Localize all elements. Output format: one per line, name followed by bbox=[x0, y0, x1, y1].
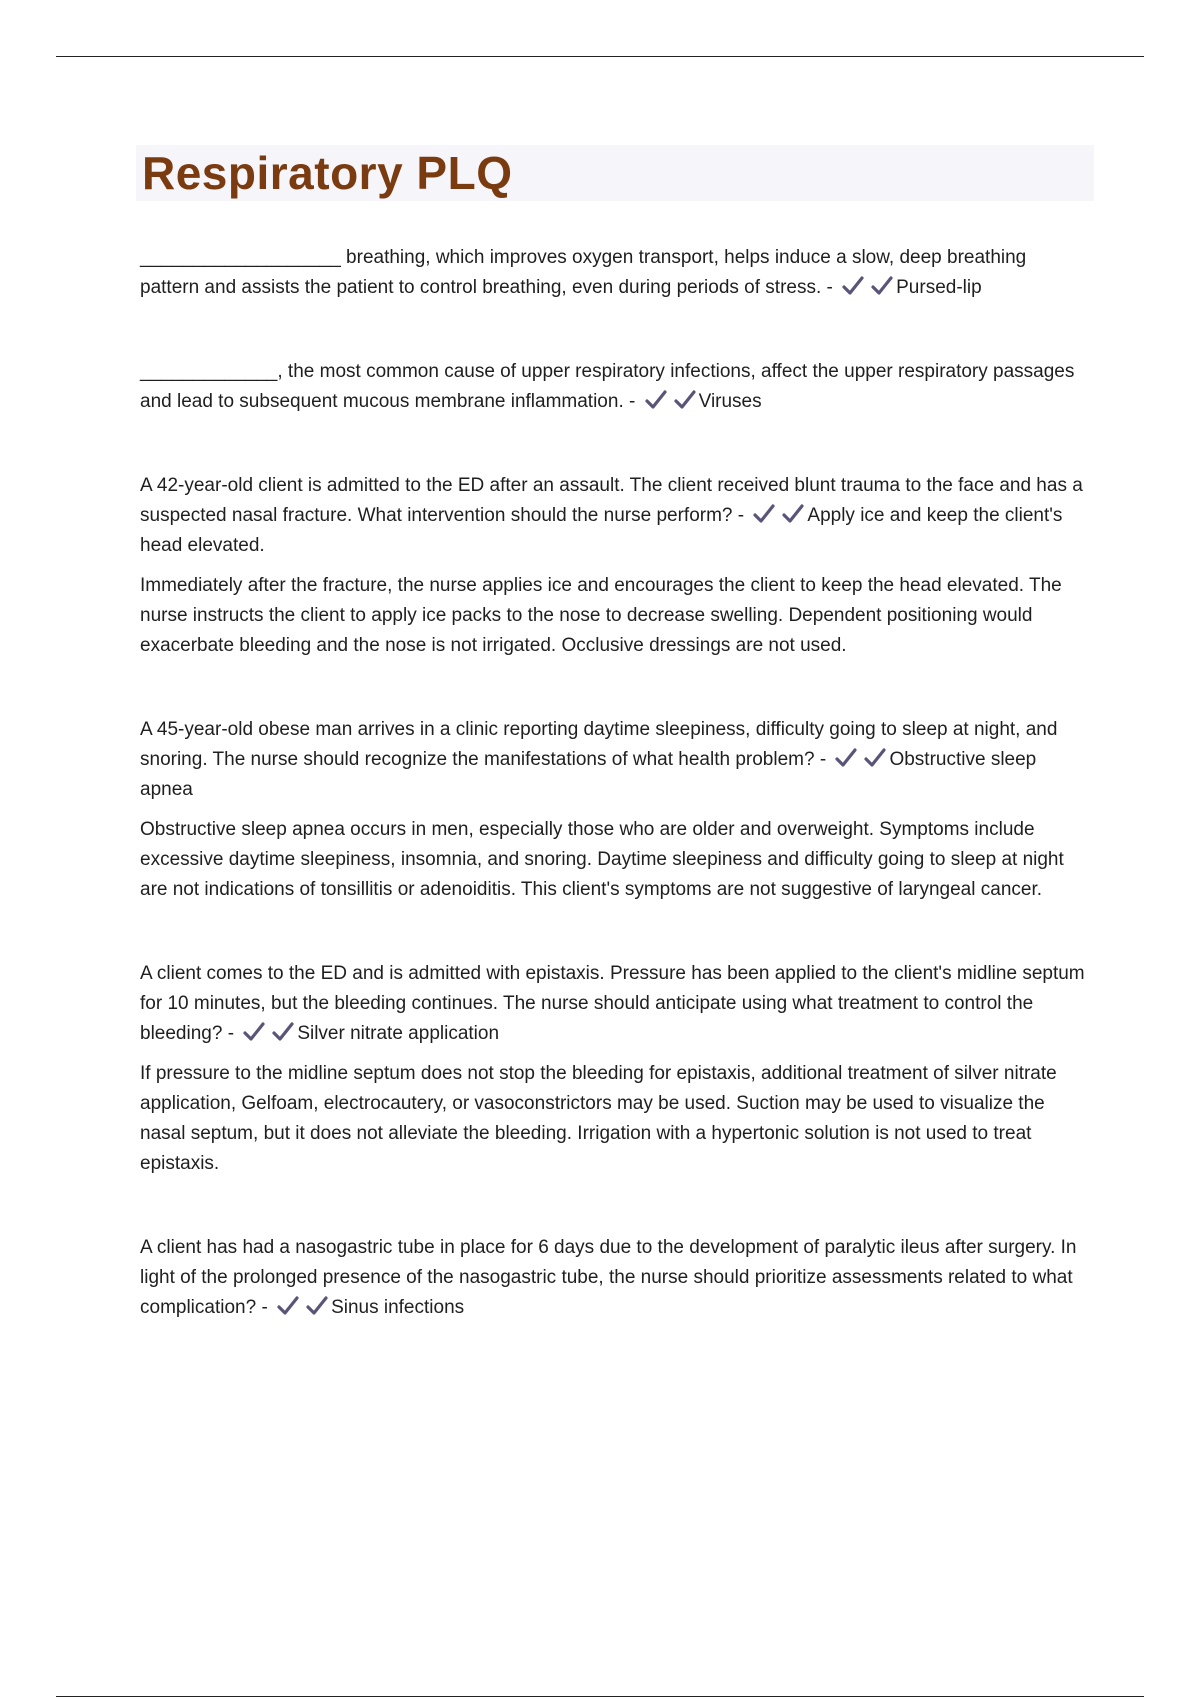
question-paragraph bbox=[140, 715, 1090, 805]
answer-text: Viruses bbox=[698, 391, 762, 412]
question-paragraph bbox=[140, 243, 1090, 303]
checkmark-icon bbox=[306, 1296, 328, 1316]
checkmark-icon bbox=[272, 1022, 294, 1042]
qa-item bbox=[140, 959, 1090, 1179]
title-band bbox=[136, 145, 1094, 201]
question-paragraph bbox=[140, 1233, 1090, 1323]
question-text: A 42-year-old client is admitted to the ED after an assault. The client received blunt trauma to the face and has a suspected nasal fracture. What intervention should the nurse perform? - bbox=[140, 475, 1083, 526]
top-divider bbox=[56, 56, 1144, 57]
explanation-text: Obstructive sleep apnea occurs in men, especially those who are older and overweight. Symptoms include excessive daytime sleepiness, insomnia, and snoring. Daytime sleepiness and difficulty going to sleep at night are not indications of tonsillitis or adenoiditis. This client's symptoms are not suggestive of laryngeal cancer. bbox=[140, 819, 1064, 900]
question-text: ___________________ breathing, which improves oxygen transport, helps induce a slow, deep breathing pattern and assists the patient to control breathing, even during periods of stress. - bbox=[140, 247, 1027, 298]
question-text: _____________, the most common cause of upper respiratory infections, affect the upper respiratory passages and lead to subsequent mucous membrane inflammation. - bbox=[140, 361, 1075, 412]
qa-item bbox=[140, 357, 1090, 417]
question-paragraph bbox=[140, 959, 1090, 1049]
checkmark-icon bbox=[871, 276, 893, 296]
qa-item bbox=[140, 1233, 1090, 1323]
answer-text: Silver nitrate application bbox=[297, 1023, 500, 1044]
question-text: A client has had a nasogastric tube in place for 6 days due to the development of paralytic ileus after surgery. In light of the prolonged presence of the nasogastric tube, the nurse should prioritize assessments related to what complication? - bbox=[140, 1237, 1077, 1318]
qa-item bbox=[140, 243, 1090, 303]
qa-item bbox=[140, 471, 1090, 661]
checkmark-icon bbox=[753, 504, 775, 524]
checkmark-icon bbox=[277, 1296, 299, 1316]
question-paragraph bbox=[140, 357, 1090, 417]
checkmark-icon bbox=[645, 390, 667, 410]
page-title: Respiratory PLQ bbox=[142, 147, 513, 199]
answer-text: Sinus infections bbox=[331, 1297, 465, 1318]
question-paragraph bbox=[140, 471, 1090, 561]
answer-text: Apply ice and keep the client's head elevated. bbox=[140, 505, 1063, 556]
answer-text: Obstructive sleep apnea bbox=[140, 749, 1037, 800]
explanation-text: Immediately after the fracture, the nurse applies ice and encourages the client to keep the head elevated. The nurse instructs the client to apply ice packs to the nose to decrease swelling. Dependent positioning would exacerbate bleeding and the nose is not irrigated. Occlusive dressings are not used. bbox=[140, 575, 1062, 656]
checkmark-icon bbox=[835, 748, 857, 768]
question-text: A 45-year-old obese man arrives in a clinic reporting daytime sleepiness, difficulty going to sleep at night, and snoring. The nurse should recognize the manifestations of what health problem? - bbox=[140, 719, 1058, 770]
document-body bbox=[140, 145, 1090, 1323]
bottom-divider bbox=[56, 1696, 1144, 1697]
checkmark-icon bbox=[674, 390, 696, 410]
checkmark-icon bbox=[842, 276, 864, 296]
checkmark-icon bbox=[864, 748, 886, 768]
qa-item bbox=[140, 715, 1090, 905]
checkmark-icon bbox=[243, 1022, 265, 1042]
question-text: A client comes to the ED and is admitted with epistaxis. Pressure has been applied to the client's midline septum for 10 minutes, but the bleeding continues. The nurse should anticipate using what treatment to control the bleeding? - bbox=[140, 963, 1085, 1044]
checkmark-icon bbox=[782, 504, 804, 524]
answer-text: Pursed-lip bbox=[896, 277, 982, 298]
explanation-text: If pressure to the midline septum does not stop the bleeding for epistaxis, additional treatment of silver nitrate application, Gelfoam, electrocautery, or vasoconstrictors may be used. Suction may be used to visualize the nasal septum, but it does not alleviate the bleeding. Irrigation with a hypertonic solution is not used to treat epistaxis. bbox=[140, 1063, 1057, 1174]
